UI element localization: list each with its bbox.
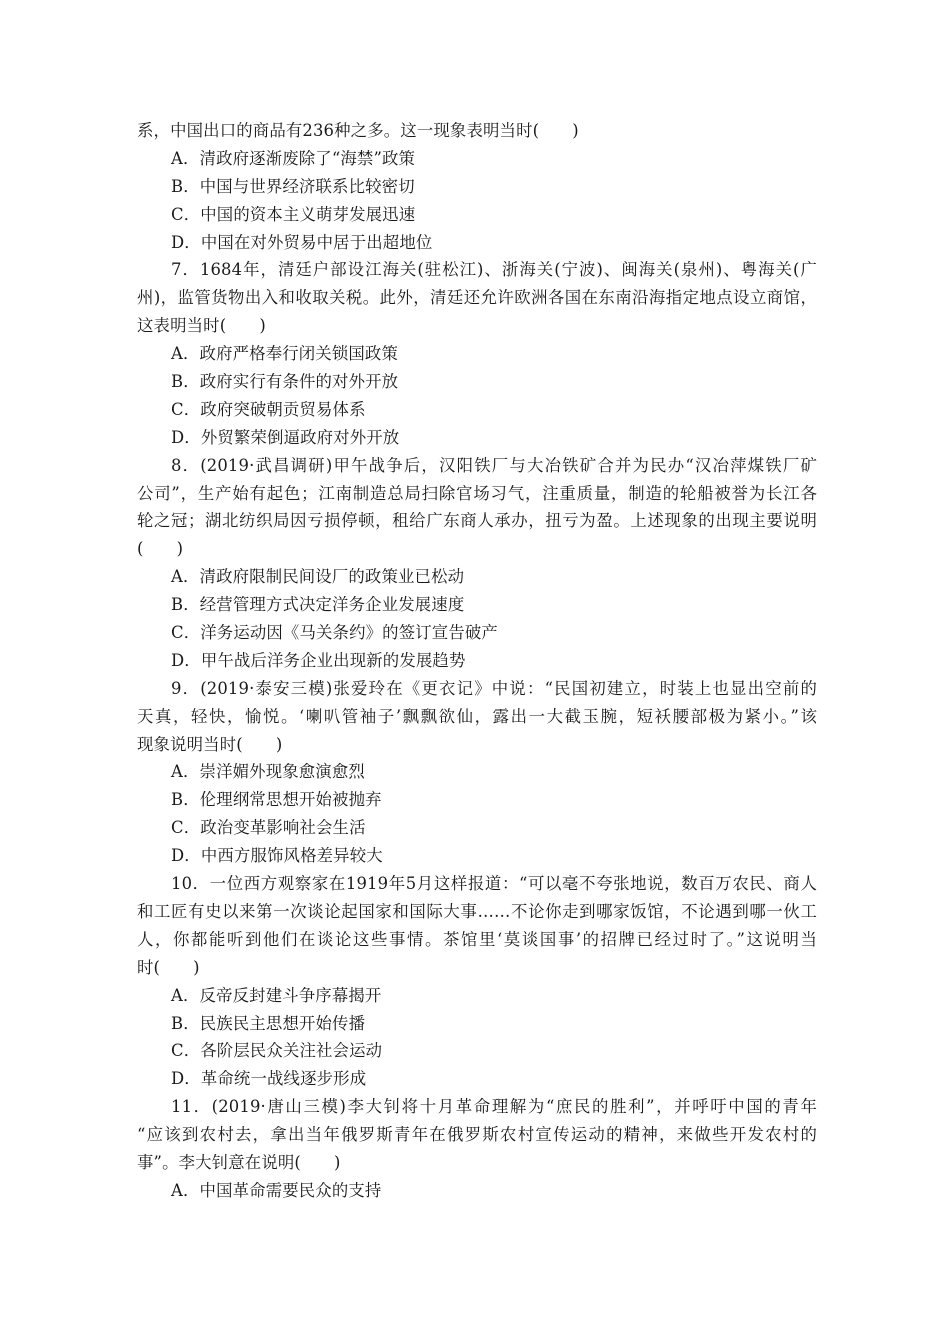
option-a: A．反帝反封建斗争序幕揭开 xyxy=(171,985,382,1005)
option-d: D．革命统一战线逐步形成 xyxy=(171,1069,367,1089)
question-8-stem-continued: 公司”，生产始有起色；江南制造总局扫除官场习气，注重质量，制造的轮船被誉为长江各 xyxy=(137,483,817,503)
option-c: C．各阶层民众关注社会运动 xyxy=(171,1041,383,1061)
option-c: C．政府突破朝贡贸易体系 xyxy=(171,399,366,419)
option-b: B．经营管理方式决定洋务企业发展速度 xyxy=(171,595,465,615)
option-b: B．伦理纲常思想开始被抛弃 xyxy=(171,790,382,810)
option-b: B．政府实行有条件的对外开放 xyxy=(171,372,399,392)
question-8-stem-end: ( ) xyxy=(137,539,184,559)
option-d: D．中国在对外贸易中居于出超地位 xyxy=(171,232,433,252)
question-7-stem: 7．1684年，清廷户部设江海关(驻松江)、浙海关(宁波)、闽海关(泉州)、粤海关(广 xyxy=(171,260,817,280)
question-7-stem-continued: 州)，监管货物出入和收取关税。此外，清廷还允许欧洲各国在东南沿海指定地点设立商馆， xyxy=(137,288,817,308)
question-9-stem-end: 现象说明当时( ) xyxy=(137,734,283,754)
question-10-stem-end: 时( ) xyxy=(137,957,200,977)
option-d: D．中西方服饰风格差异较大 xyxy=(171,846,383,866)
option-b: B．民族民主思想开始传播 xyxy=(171,1013,366,1033)
question-11-stem-continued: “应该到农村去，拿出当年俄罗斯青年在俄罗斯农村宣传运动的精神，来做些开发农村的 xyxy=(137,1125,817,1145)
option-c: C．中国的资本主义萌芽发展迅速 xyxy=(171,204,416,224)
question-10-stem-continued: 和工匠有史以来第一次谈论起国家和国际大事……不论你走到哪家饭馆，不论遇到哪一伙工 xyxy=(137,901,817,921)
question-10-stem-continued: 人，你都能听到他们在谈论这些事情。茶馆里‘莫谈国事’的招牌已经过时了。”这说明当 xyxy=(137,929,817,949)
option-d: D．外贸繁荣倒逼政府对外开放 xyxy=(171,427,400,447)
question-11-stem-end: 事”。李大钊意在说明( ) xyxy=(137,1152,341,1172)
question-8-stem: 8．(2019·武昌调研)甲午战争后，汉阳铁厂与大冶铁矿合并为民办“汉冶萍煤铁厂矿 xyxy=(171,455,817,475)
question-9-stem-continued: 天真，轻快，愉悦。‘喇叭管袖子’飘飘欲仙，露出一大截玉腕，短袄腰部极为紧小。”该 xyxy=(137,706,817,726)
question-9-stem: 9．(2019·泰安三模)张爱玲在《更衣记》中说：“民国初建立，时装上也显出空前的 xyxy=(171,678,817,698)
option-a: A．清政府逐渐废除了“海禁”政策 xyxy=(171,148,416,168)
option-a: A．政府严格奉行闭关锁国政策 xyxy=(171,344,399,364)
option-a: A．崇洋媚外现象愈演愈烈 xyxy=(171,762,365,782)
text-line: 系，中国出口的商品有236种之多。这一现象表明当时( ) xyxy=(137,121,579,140)
question-11-stem: 11．(2019·唐山三模)李大钊将十月革命理解为“庶民的胜利”，并呼吁中国的青年 xyxy=(171,1097,817,1117)
option-a: A．中国革命需要民众的支持 xyxy=(171,1180,382,1200)
question-text-body xyxy=(137,117,817,1205)
option-b: B．中国与世界经济联系比较密切 xyxy=(171,176,415,196)
option-c: C．政治变革影响社会生活 xyxy=(171,818,366,838)
option-a: A．清政府限制民间设厂的政策业已松动 xyxy=(171,567,465,587)
option-d: D．甲午战后洋务企业出现新的发展趋势 xyxy=(171,650,466,670)
question-10-stem: 10．一位西方观察家在1919年5月这样报道：“可以毫不夸张地说，数百万农民、商人 xyxy=(171,874,817,894)
option-c: C．洋务运动因《马关条约》的签订宣告破产 xyxy=(171,623,498,643)
question-7-stem-end: 这表明当时( ) xyxy=(137,316,266,336)
question-8-stem-continued: 轮之冠；湖北纺织局因亏损停顿，租给广东商人承办，扭亏为盈。上述现象的出现主要说明 xyxy=(137,511,817,531)
